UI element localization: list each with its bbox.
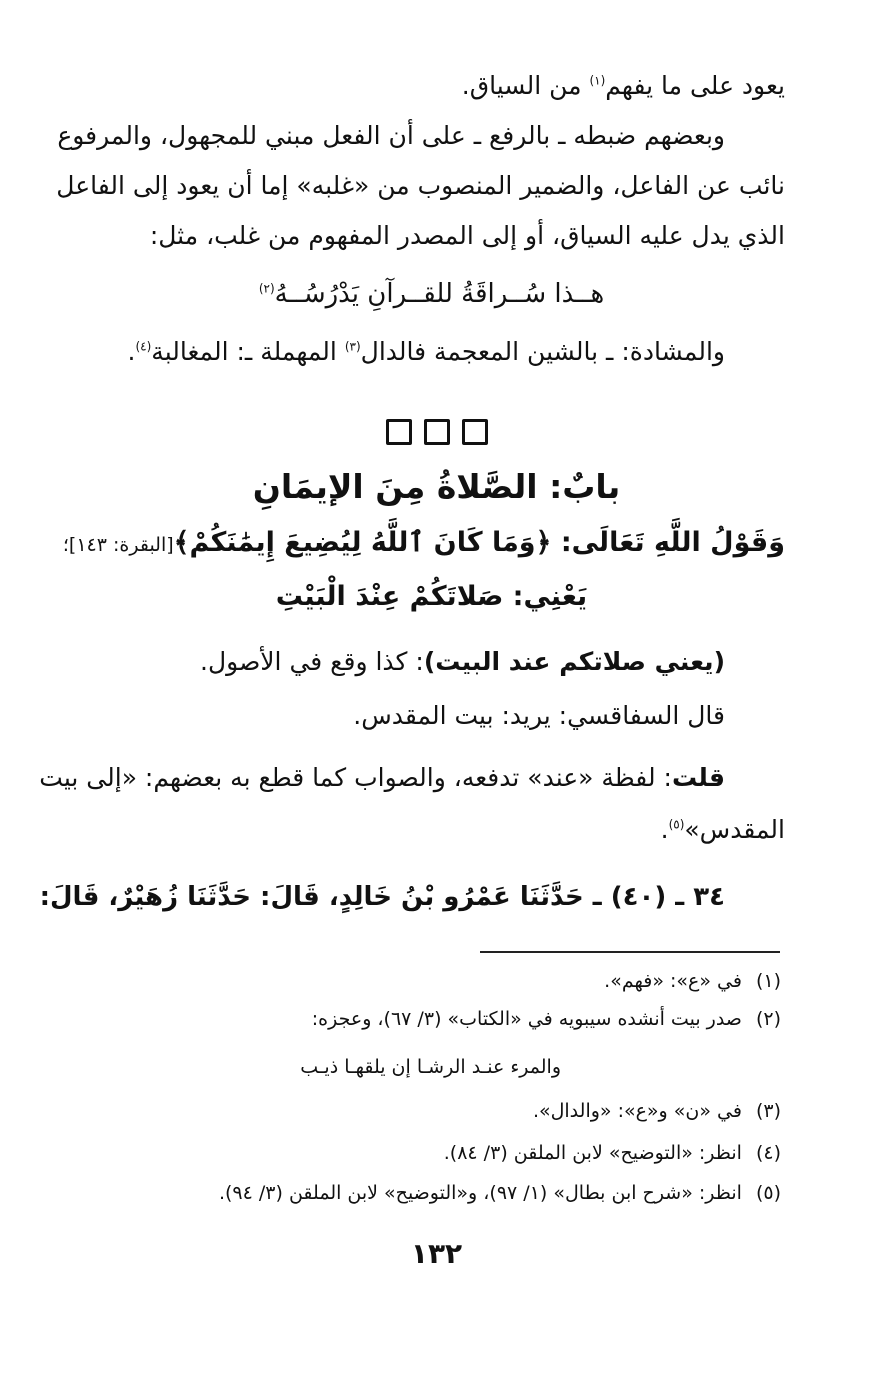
footnote-2 [100,1004,781,1034]
body-line-6 [78,330,725,374]
body-text: . [127,337,136,366]
commentary-text: المقدس» [684,815,785,844]
footnote-ref: (٢) [258,281,275,296]
square-ornament-icon [424,419,450,445]
body-text: المهملة ـ: المغالبة [151,337,345,366]
verse-text: هــذا سُــراقَةُ للقــرآنِ يَدْرُسُــهُ [274,279,605,309]
footnote-ref: (٥) [668,817,685,832]
commentary-text: . [660,815,669,844]
commentary-line-1 [78,640,725,684]
footnote-ref: (٣) [344,339,361,354]
quote-verse: ﴿وَمَا كَانَ ٱللَّهُ لِيُضِيعَ إِيمَٰنَكُمْ﴾ [173,527,552,558]
footnote-number: (٤) [755,1142,781,1164]
footnote-ref: (١) [589,73,606,88]
commentary-text: : كذا وقع في الأصول. [200,647,424,676]
commentary-line-3 [39,756,725,800]
footnote-1 [100,966,781,996]
body-line-3: نائب عن الفاعل، والضمير المنصوب من «غلبه» إما أن يعود إلى الفاعل [56,171,785,200]
commentary-text: : لفظة «عند» تدفعه، والصواب كما قطع به بعضهم: «إلى بيت [39,763,672,792]
commentary-lemma: (يعني صلاتكم عند البيت) [423,647,725,676]
chapter-heading: بابٌ: الصَّلاةُ مِنَ الإيمَانِ [252,467,621,506]
footnote-text: صدر بيت أنشده سيبويه في «الكتاب» (٣/ ٦٧)، وعجزه: [311,1008,742,1030]
footnote-number: (٥) [755,1182,781,1204]
hadith-line: ٣٤ ـ (٤٠) ـ حَدَّثَنَا عَمْرُو بْنُ خَالِدٍ، قَالَ: حَدَّثَنَا زُهَيْرٌ، قَالَ: [39,882,725,912]
commentary-line-2: قال السفاقسي: يريد: بيت المقدس. [353,701,725,730]
footnote-text: والمرء عنـد الرشـا إن يلقهـا ذيـب [300,1056,561,1078]
footnote-4 [100,1138,781,1168]
square-ornament-icon [462,419,488,445]
body-text: يعود على ما يفهم [605,71,785,100]
commentary-lemma: قلت [671,763,725,792]
footnote-text: انظر: «التوضيح» لابن الملقن (٣/ ٨٤). [443,1142,742,1164]
footnote-ref: (٤) [135,339,152,354]
footnote-verse [100,1052,561,1082]
footnote-text: في «ع»: «فهم». [604,970,742,992]
body-line-2: وبعضهم ضبطه ـ بالرفع ـ على أن الفعل مبني للمجهول، والمرفوع [57,121,725,150]
footnote-text: في «ن» و«ع»: «والدال». [532,1100,742,1122]
body-text: والمشادة: ـ بالشين المعجمة فالدال [360,337,725,366]
quote-intro: وَقَوْلُ اللَّهِ تَعَالَى: [551,527,785,558]
footnote-divider [480,951,780,953]
square-ornament-icon [386,419,412,445]
section-separator [0,414,873,454]
body-line-4: الذي يدل عليه السياق، أو إلى المصدر المفهوم من غلب، مثل: [149,221,785,250]
poetry-verse [78,272,785,316]
footnote-number: (٣) [755,1100,781,1122]
footnote-3 [100,1096,781,1126]
footnote-number: (١) [755,970,781,992]
commentary-line-4 [78,808,785,852]
page-number: ١٣٢ [410,1237,463,1270]
quran-quote [62,518,785,570]
quote-reference: [البقرة: ١٤٣]؛ [62,534,174,556]
footnote-text: انظر: «شرح ابن بطال» (١/ ٩٧)، و«التوضيح» لابن الملقن (٣/ ٩٤). [218,1182,742,1204]
footnote-number: (٢) [755,1008,781,1030]
body-line-1 [78,64,785,108]
footnote-5 [100,1178,781,1208]
chapter-explanation: يَعْنِي: صَلاتَكُمْ عِنْدَ الْبَيْتِ [275,581,588,612]
body-text: من السياق. [461,71,590,100]
